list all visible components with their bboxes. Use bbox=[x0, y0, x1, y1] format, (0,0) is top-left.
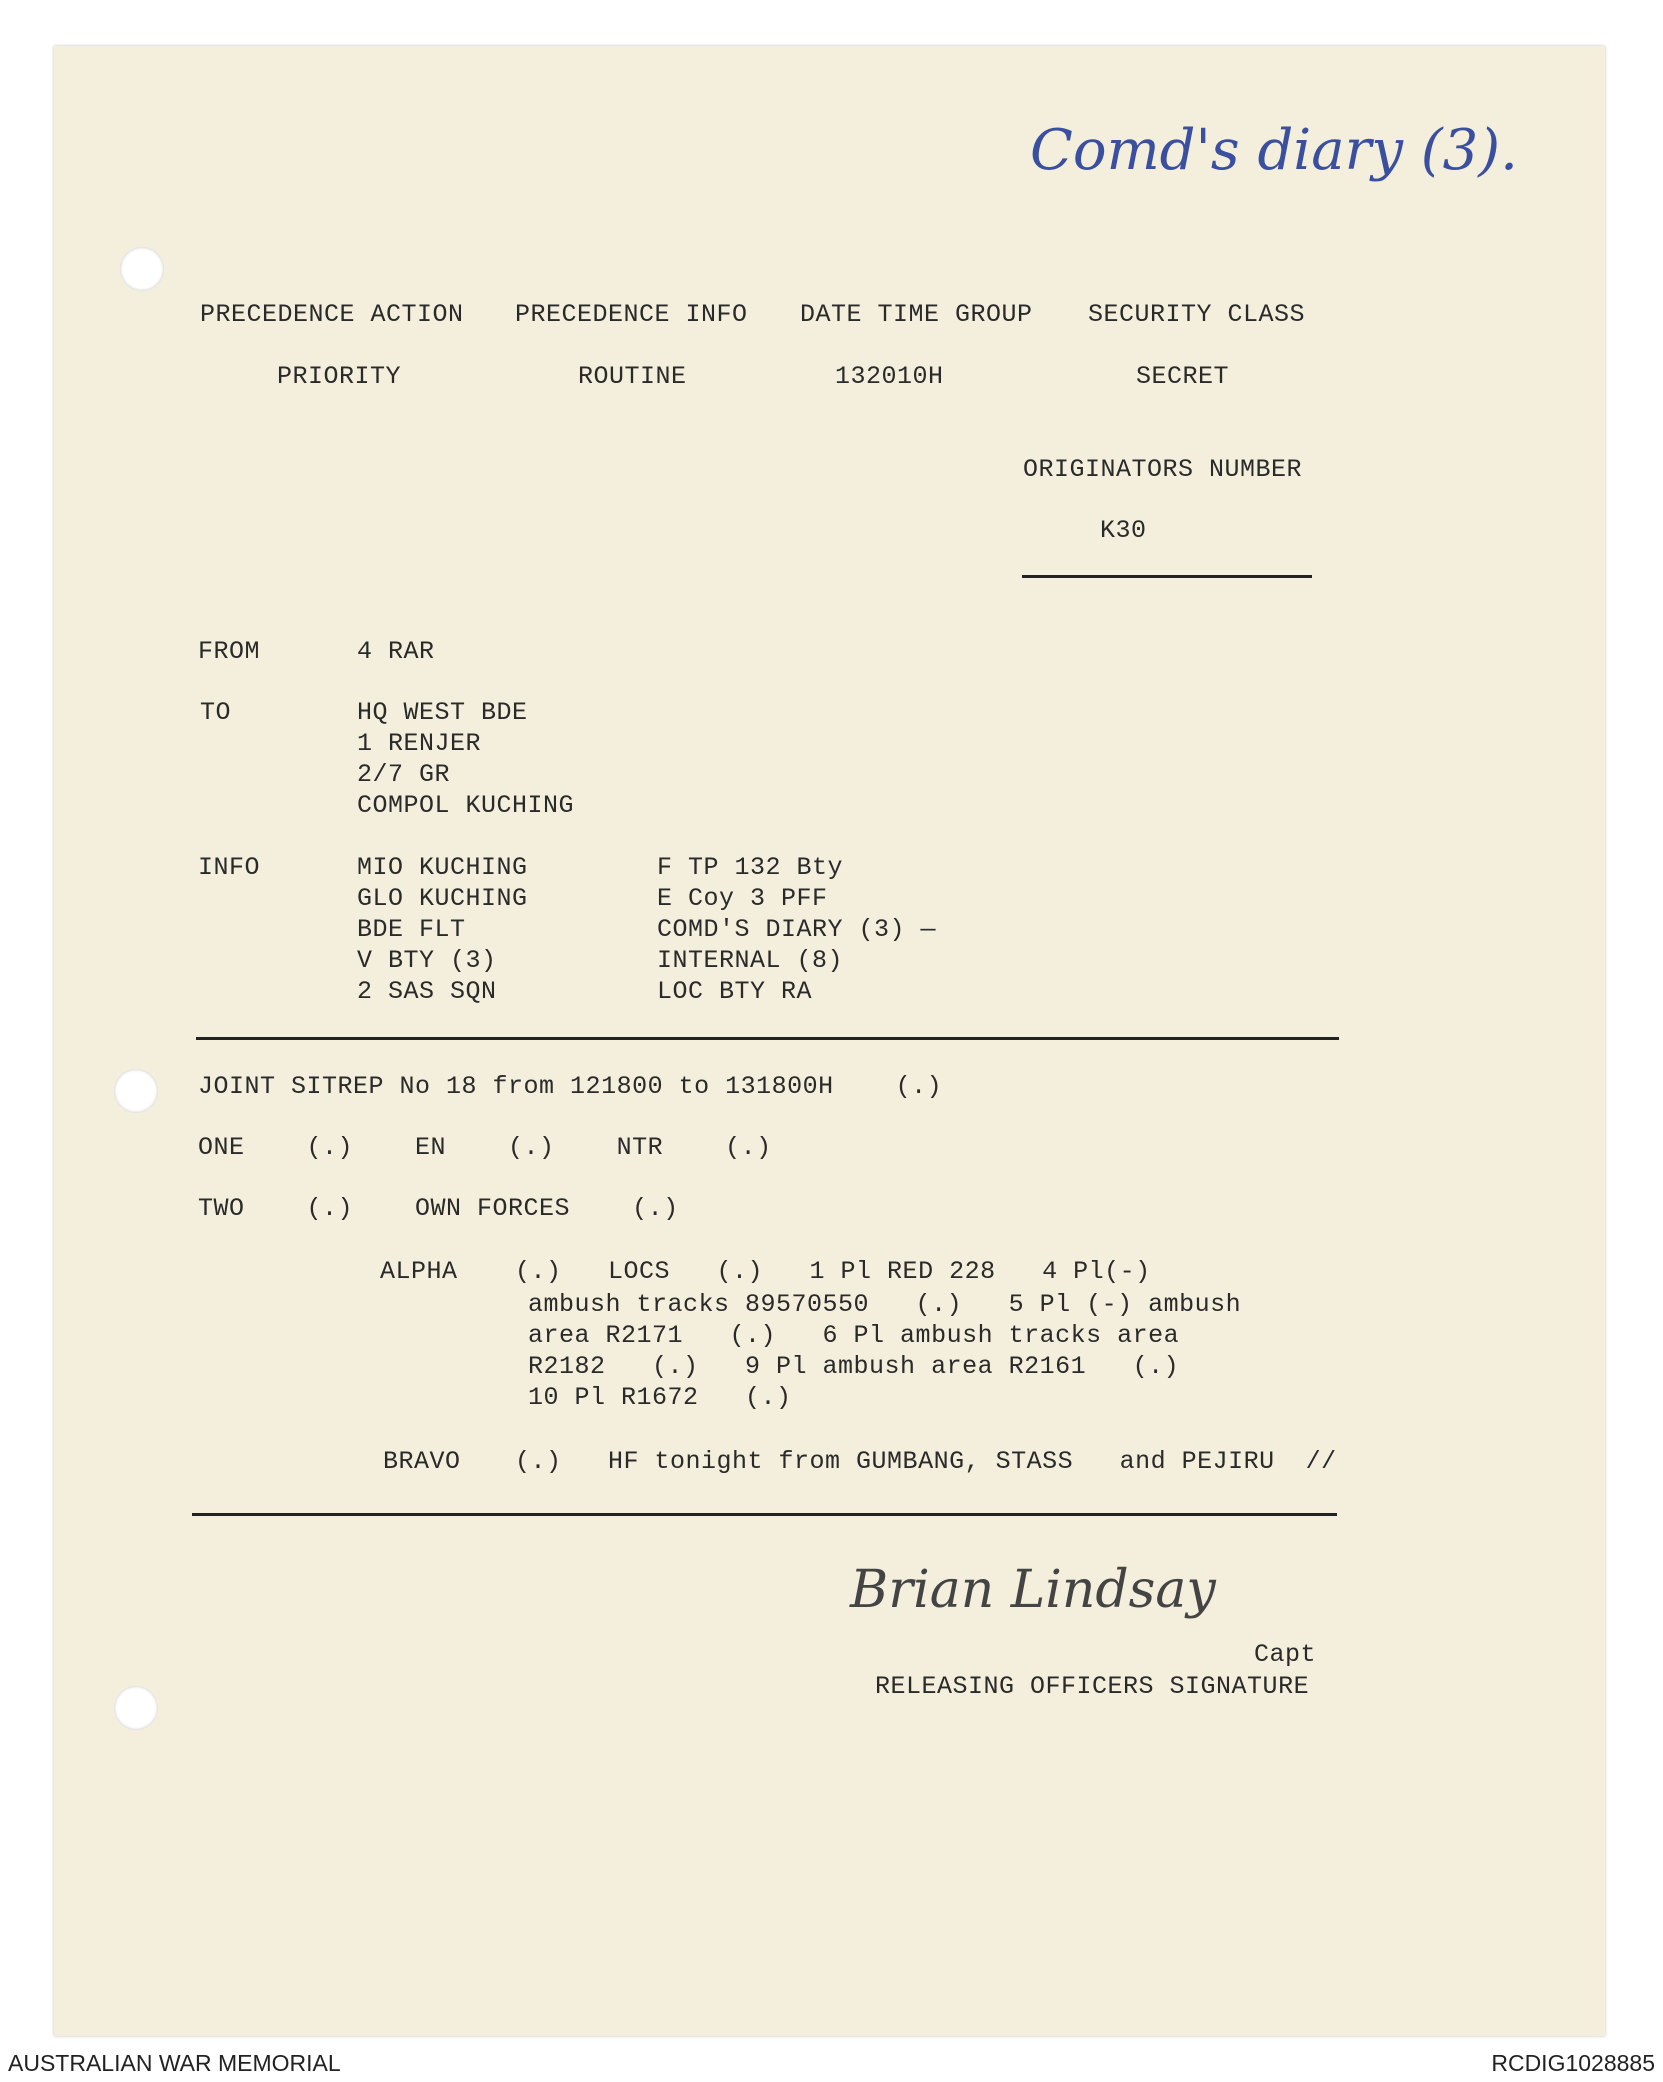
to-label: TO bbox=[200, 698, 232, 727]
alpha-line: area R2171 (.) 6 Pl ambush tracks area bbox=[528, 1321, 1180, 1350]
to-line: 1 RENJER bbox=[357, 729, 482, 758]
footer-right: RCDIG1028885 bbox=[1491, 2050, 1655, 2076]
info-item: BDE FLT bbox=[357, 915, 466, 944]
signature-rank: Capt bbox=[1254, 1640, 1317, 1669]
divider bbox=[196, 1037, 1339, 1040]
handwritten-signature: Brian Lindsay bbox=[850, 1560, 1216, 1620]
footer-left: AUSTRALIAN WAR MEMORIAL bbox=[8, 2050, 341, 2076]
document-page bbox=[54, 46, 1605, 2036]
info-item: MIO KUCHING bbox=[357, 853, 528, 882]
info-item: E Coy 3 PFF bbox=[657, 884, 828, 913]
to-line: HQ WEST BDE bbox=[357, 698, 528, 727]
info-item: INTERNAL (8) bbox=[657, 946, 844, 975]
date-time-group-value: 132010H bbox=[835, 362, 944, 391]
bravo-label: BRAVO bbox=[383, 1447, 461, 1476]
info-item: F TP 132 Bty bbox=[657, 853, 844, 882]
from-label: FROM bbox=[198, 637, 261, 666]
alpha-line: ambush tracks 89570550 (.) 5 Pl (-) ambush bbox=[528, 1290, 1242, 1319]
info-label: INFO bbox=[198, 853, 261, 882]
security-class-value: SECRET bbox=[1136, 362, 1230, 391]
date-time-group-label: DATE TIME GROUP bbox=[800, 300, 1033, 329]
precedence-action-value: PRIORITY bbox=[277, 362, 402, 391]
sitrep-two: TWO (.) OWN FORCES (.) bbox=[198, 1194, 679, 1223]
punch-hole bbox=[114, 1069, 158, 1113]
originators-number-value: K30 bbox=[1100, 516, 1147, 545]
to-line: COMPOL KUCHING bbox=[357, 791, 575, 820]
from-value: 4 RAR bbox=[357, 637, 435, 666]
precedence-info-label: PRECEDENCE INFO bbox=[515, 300, 748, 329]
bravo-text: (.) HF tonight from GUMBANG, STASS and PEJIRU // bbox=[515, 1447, 1337, 1476]
signature-label: RELEASING OFFICERS SIGNATURE bbox=[875, 1672, 1310, 1701]
punch-hole bbox=[120, 247, 164, 291]
alpha-line: R2182 (.) 9 Pl ambush area R2161 (.) bbox=[528, 1352, 1180, 1381]
punch-hole bbox=[114, 1686, 158, 1730]
sitrep-one: ONE (.) EN (.) NTR (.) bbox=[198, 1133, 772, 1162]
info-item: V BTY (3) bbox=[357, 946, 497, 975]
divider bbox=[1022, 575, 1312, 578]
info-item: 2 SAS SQN bbox=[357, 977, 497, 1006]
info-item: GLO KUCHING bbox=[357, 884, 528, 913]
precedence-info-value: ROUTINE bbox=[578, 362, 687, 391]
divider bbox=[192, 1513, 1337, 1516]
info-item: COMD'S DIARY (3) — bbox=[657, 915, 937, 944]
to-line: 2/7 GR bbox=[357, 760, 451, 789]
sitrep-title: JOINT SITREP No 18 from 121800 to 131800H (.) bbox=[198, 1072, 943, 1101]
alpha-line: (.) LOCS (.) 1 Pl RED 228 4 Pl(-) bbox=[515, 1257, 1151, 1286]
alpha-label: ALPHA bbox=[380, 1257, 458, 1286]
security-class-label: SECURITY CLASS bbox=[1088, 300, 1306, 329]
alpha-line: 10 Pl R1672 (.) bbox=[528, 1383, 792, 1412]
handwritten-annotation: Comd's diary (3). bbox=[1030, 118, 1518, 183]
originators-number-label: ORIGINATORS NUMBER bbox=[1023, 455, 1303, 484]
info-item: LOC BTY RA bbox=[657, 977, 813, 1006]
precedence-action-label: PRECEDENCE ACTION bbox=[200, 300, 464, 329]
